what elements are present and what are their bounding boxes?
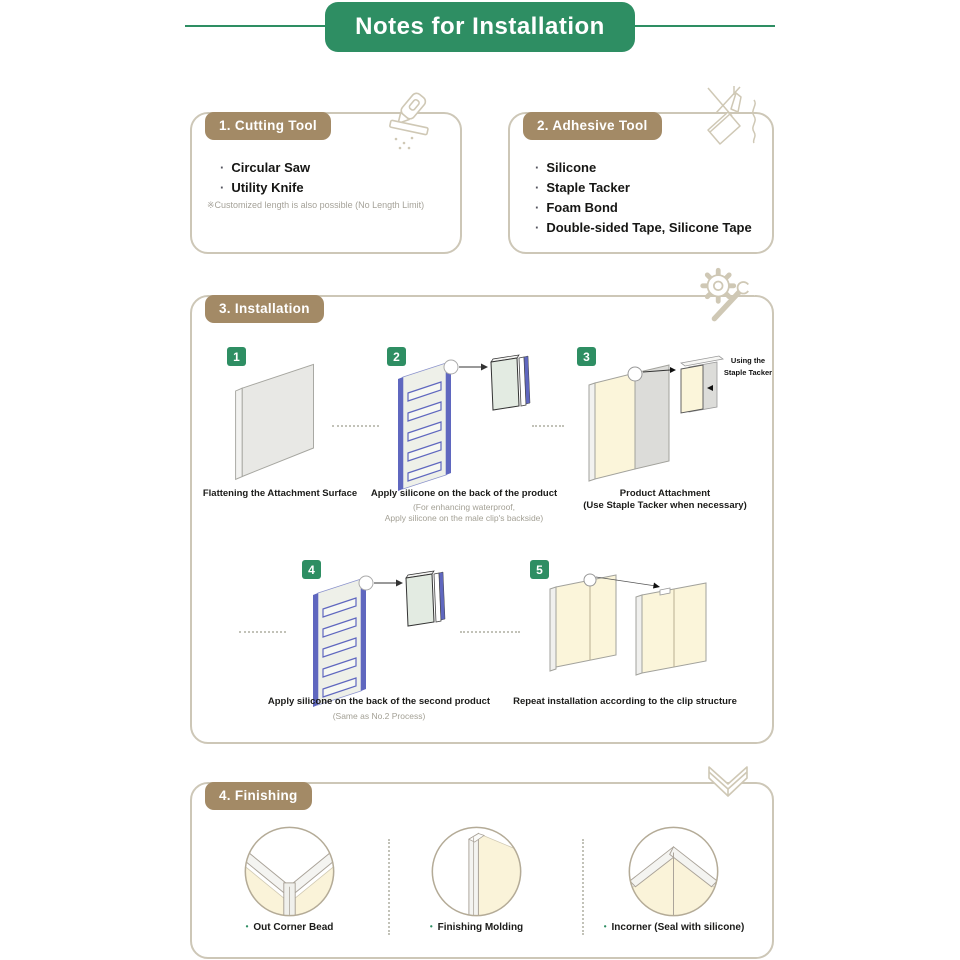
incorner-diagram	[626, 824, 721, 919]
finishing-header: 4. Finishing	[205, 782, 312, 810]
silicone-tube-icon	[698, 86, 762, 158]
step2-caption: Apply silicone on the back of the product	[370, 488, 558, 499]
finishing-item-label: • Finishing Molding	[394, 922, 559, 933]
step4-caption: Apply silicone on the back of the second product	[267, 696, 491, 707]
step3-annotation	[720, 355, 776, 379]
section-adhesive-tool	[508, 112, 774, 254]
dotted-separator	[582, 839, 584, 935]
adhesive-tool-header: 2. Adhesive Tool	[523, 112, 662, 140]
step4-silicone-panel-diagram	[303, 563, 448, 713]
list-item: · Utility Knife	[220, 180, 310, 195]
cutting-note: ※Customized length is also possible (No Length Limit)	[207, 200, 425, 210]
annotation-line: Staple Tacker	[723, 368, 773, 377]
step3-caption-line2: (Use Staple Tacker when necessary)	[583, 500, 747, 511]
step2-subtext: Apply silicone on the male clip's backside)	[384, 513, 544, 523]
list-item: · Staple Tacker	[535, 180, 752, 195]
step4-subtext: (Same as No.2 Process)	[332, 711, 426, 721]
list-item: · Foam Bond	[535, 200, 752, 215]
step1-flat-panel-diagram	[228, 352, 323, 487]
step-number: 1	[227, 347, 246, 366]
utility-knife-icon	[382, 90, 440, 156]
cutting-tool-header: 1. Cutting Tool	[205, 112, 331, 140]
dotted-separator	[460, 631, 520, 633]
step2-silicone-panel-diagram	[388, 347, 533, 497]
step3-caption: Product Attachment	[619, 488, 711, 499]
annotation-line: Using the	[730, 356, 766, 365]
step5-repeat-diagram	[544, 563, 729, 688]
list-item: · Circular Saw	[220, 160, 310, 175]
dotted-separator	[332, 425, 379, 427]
step1-caption: Flattening the Attachment Surface	[202, 488, 358, 499]
dotted-separator	[388, 839, 390, 935]
step-number: 4	[302, 560, 321, 579]
list-item: · Silicone	[535, 160, 752, 175]
step-number: 2	[387, 347, 406, 366]
step3-attachment-diagram	[585, 347, 725, 487]
dotted-separator	[532, 425, 564, 427]
gear-wrench-icon	[695, 264, 755, 327]
out-corner-bead-diagram	[242, 824, 337, 919]
finishing-molding-diagram	[429, 824, 524, 919]
section-installation	[190, 295, 774, 744]
step2-subtext: (For enhancing waterproof,	[412, 502, 516, 512]
dotted-separator	[239, 631, 286, 633]
corner-bead-icon	[701, 759, 755, 815]
section-finishing	[190, 782, 774, 959]
finishing-item-label: • Incorner (Seal with silicone)	[579, 922, 769, 933]
page-title: Notes for Installation	[325, 2, 635, 52]
step-number: 5	[530, 560, 549, 579]
section-cutting-tool	[190, 112, 462, 254]
installation-header: 3. Installation	[205, 295, 324, 323]
list-item: · Double-sided Tape, Silicone Tape	[535, 220, 752, 235]
step-number: 3	[577, 347, 596, 366]
finishing-item-label: • Out Corner Bead	[207, 922, 372, 933]
step5-caption: Repeat installation according to the clip structure	[513, 696, 737, 707]
